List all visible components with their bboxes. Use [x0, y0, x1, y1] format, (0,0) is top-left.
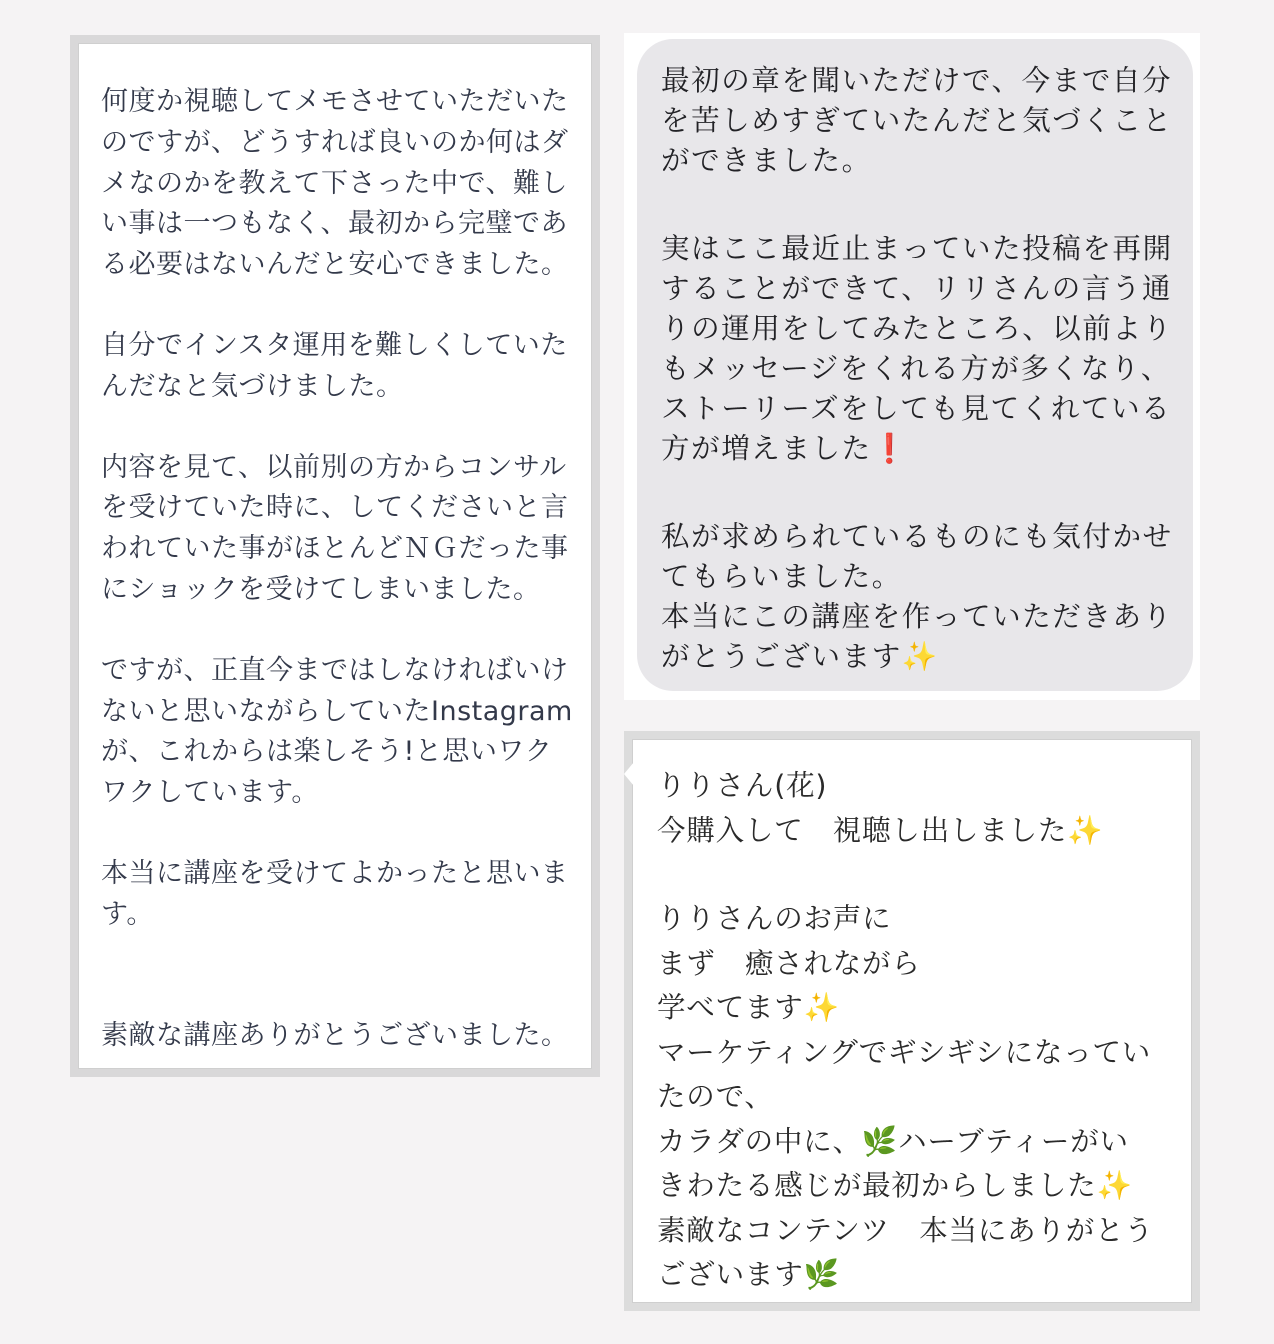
- testimonial-card-top-right: [624, 33, 1200, 700]
- message-paragraph: 素敵な講座ありがとうございました。: [101, 1019, 569, 1051]
- message-paragraph: 私が求められているものにも気付かせ てもらいました。 本当にこの講座を作っていただきあり がとうございます✨: [661, 520, 1173, 673]
- message-paragraph: 最初の章を聞いただけで、今まで自分 を苦しめすぎていたんだと気づくこと ができました。: [661, 64, 1173, 177]
- testimonial-card-bottom-right: [624, 731, 1200, 1311]
- bubble-tail: [624, 762, 634, 786]
- chat-bubble: [637, 39, 1193, 691]
- message-paragraph: 実はここ最近止まっていた投稿を再開 することができて、リリさんの言う通 りの運用をしてみたところ、以前より もメッセージをくれる方が多くなり、 ストーリーズをしても見てくれている 方が増えました❗️: [661, 232, 1173, 465]
- message-paragraph: 内容を見て、以前別の方からコンサル を受けていた時に、してくださいと言 われていた事がほとんどＮＧだった事 にショックを受けてしまいました。: [101, 451, 569, 605]
- message-paragraph: 本当に講座を受けてよかったと思いま す。: [101, 857, 569, 930]
- chat-bubble: [632, 739, 1192, 1303]
- message-paragraph: 自分でインスタ運用を難しくしていた んだなと気づけました。: [101, 329, 568, 402]
- message-paragraph: りりさんのお声に まず 癒されながら 学べてます✨ マーケティングでギシギシになってい たので、 カラダの中に、🌿ハーブティーがい きわたる感じが最初からしました✨ 素敵なコンテンツ 本当にありがとう ございます🌿: [657, 902, 1154, 1291]
- message-paragraph: 何度か視聴してメモさせていただいた のですが、どうすれば良いのか何はダ メなのかを教えて下さった中で、難し い事は一つもなく、最初から完璧であ る必要はないんだと安心できました。: [101, 86, 569, 281]
- message-paragraph: ですが、正直今まではしなければいけ ないと思いながらしていたInstagram が、これからは楽しそう!と思いワク ワクしています。: [101, 654, 573, 809]
- testimonial-card-left: [70, 35, 600, 1077]
- message-paragraph: りりさん(花) 今購入して 視聴し出しました✨: [657, 769, 1104, 847]
- message-body: [78, 43, 592, 1069]
